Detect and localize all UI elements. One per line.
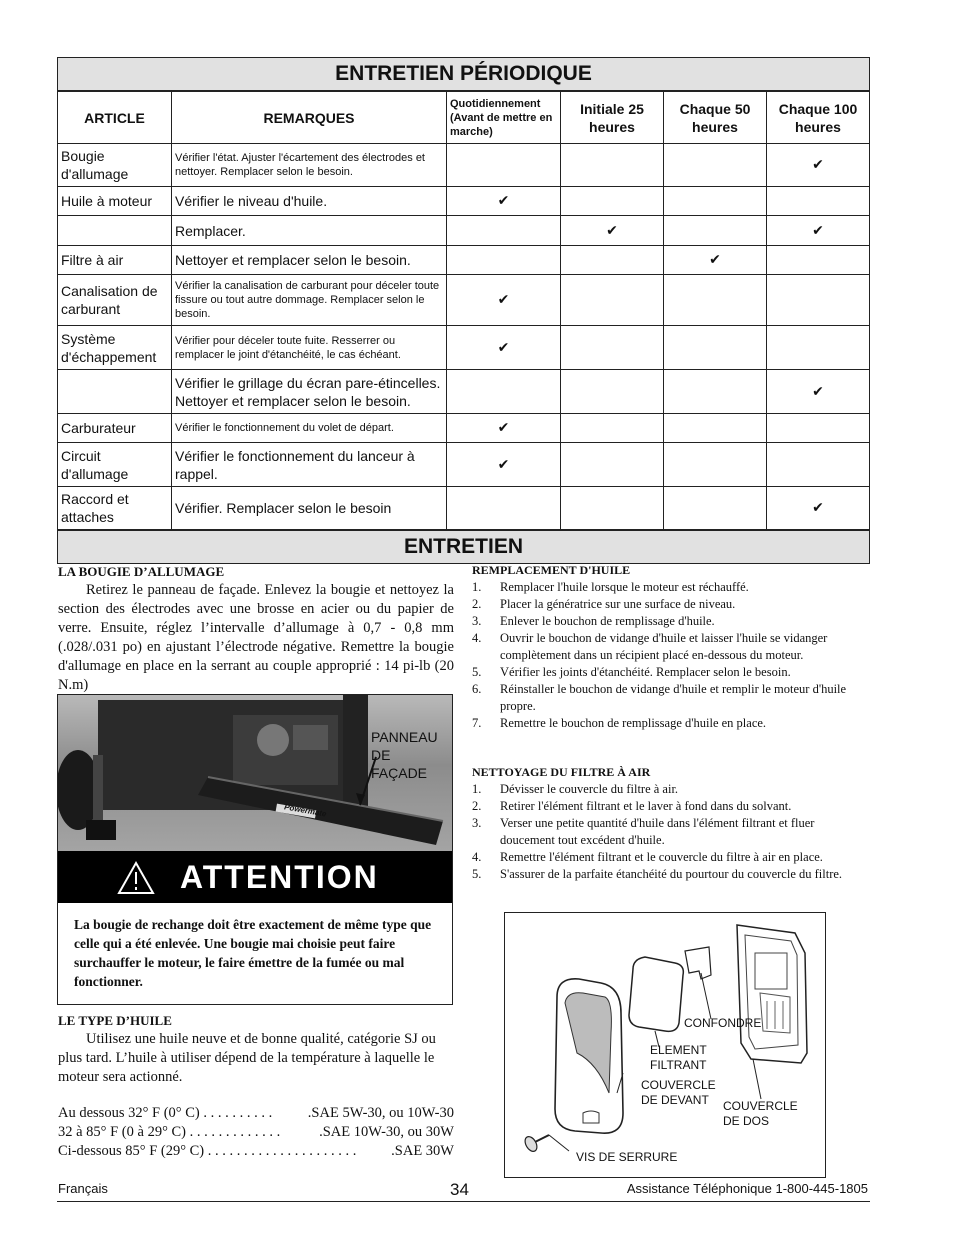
step-text: S'assurer de la parfaite étanchéité du pourtour du couvercle du filtre. <box>500 867 843 881</box>
step-number: 7. <box>472 716 482 730</box>
row-remarque: Vérifier l'état. Ajuster l'écartement des électrodes et nettoyer. Remplacer selon le besoin. <box>172 144 447 187</box>
remplacement-heading: REMPLACEMENT D'HUILE <box>472 563 631 577</box>
oil-table <box>58 1104 454 1161</box>
step-number: 5. <box>472 665 482 679</box>
step-number: 1. <box>472 782 482 796</box>
list-item <box>472 781 867 798</box>
photo-brand: Powermate <box>283 802 328 819</box>
header-article: ARTICLE <box>58 92 172 144</box>
cell-chaque100 <box>767 443 870 487</box>
oil-row <box>58 1104 454 1123</box>
step-number: 2. <box>472 799 482 813</box>
row-article: Filtre à air <box>58 246 172 275</box>
filtre-heading: NETTOYAGE DU FILTRE À AIR <box>472 765 651 779</box>
table-header-row <box>58 92 870 144</box>
row-remarque: Vérifier. Remplacer selon le besoin <box>172 487 447 530</box>
cell-quotidien <box>447 216 561 246</box>
cell-chaque50 <box>664 187 767 216</box>
cell-chaque50 <box>664 443 767 487</box>
list-item <box>472 613 867 630</box>
cell-chaque100 <box>767 414 870 443</box>
remplacement-steps <box>472 579 867 732</box>
list-item <box>472 798 867 815</box>
cell-quotidien <box>447 246 561 275</box>
list-item <box>472 849 867 866</box>
oil-grade: .SAE 10W-30, ou 30W <box>319 1124 454 1140</box>
cell-chaque50 <box>664 216 767 246</box>
label-couvercle-dos: COUVERCLE DE DOS <box>723 1099 798 1128</box>
bougie-text: Retirez le panneau de façade. Enlevez la bougie et nettoyez la section des électrodes avec une brosse en acier ou du papier de verre. Ensuite, réglez l’intervalle d’allumage à 0,7 - 0,8 mm (.028/.031 po) en ajustant l’électrode négative. Remettre la bougie d'allumage en place en la serrant au couple approprié : 14 pi-lb (20 N.m) <box>58 582 454 693</box>
entretien-title-bar <box>57 530 870 564</box>
header-chaque100: Chaque 100 heures <box>767 92 870 144</box>
row-remarque: Vérifier le grillage du écran pare-étincelles. Nettoyer et remplacer selon le besoin. <box>172 370 447 414</box>
step-text: Vérifier les joints d'étanchéité. Remplacer selon le besoin. <box>500 665 791 679</box>
table-row <box>58 216 870 246</box>
footer-assistance: Assistance Téléphonique 1-800-445-1805 <box>626 1181 868 1196</box>
step-number: 5. <box>472 867 482 881</box>
step-number: 2. <box>472 597 482 611</box>
row-article: Bougie d'allumage <box>58 144 172 187</box>
label-vis-serrure: VIS DE SERRURE <box>576 1150 678 1164</box>
header-quotidien: Quotidiennement (Avant de mettre en marche) <box>447 92 561 144</box>
check-mark: ✔ <box>767 144 870 187</box>
step-text: Dévisser le couvercle du filtre à air. <box>500 782 679 796</box>
list-item <box>472 681 867 715</box>
cell-quotidien <box>447 487 561 530</box>
cell-chaque100 <box>767 187 870 216</box>
header-chaque50: Chaque 50 heures <box>664 92 767 144</box>
filtre-steps <box>472 781 867 883</box>
cell-quotidien <box>447 144 561 187</box>
row-article: Système d'échappement <box>58 326 172 370</box>
step-text: Ouvrir le bouchon de vidange d'huile et laisser l'huile se vidanger complètement dans un récipient placé en-dessous du moteur. <box>500 631 828 662</box>
table-row <box>58 370 870 414</box>
row-remarque: Vérifier le fonctionnement du volet de départ. <box>172 414 447 443</box>
step-number: 4. <box>472 631 482 645</box>
cell-initiale <box>561 187 664 216</box>
cell-initiale <box>561 246 664 275</box>
row-remarque: Vérifier le fonctionnement du lanceur à rappel. <box>172 443 447 487</box>
list-item <box>472 596 867 613</box>
cell-chaque100 <box>767 326 870 370</box>
check-mark: ✔ <box>447 414 561 443</box>
step-number: 3. <box>472 816 482 830</box>
oil-row <box>58 1123 454 1142</box>
cell-chaque50 <box>664 326 767 370</box>
cell-initiale <box>561 414 664 443</box>
periodic-title: ENTRETIEN PÉRIODIQUE <box>335 62 592 85</box>
cell-chaque100 <box>767 246 870 275</box>
step-text: Placer la génératrice sur une surface de niveau. <box>500 597 736 611</box>
table-row <box>58 326 870 370</box>
cell-initiale <box>561 487 664 530</box>
oil-temp: 32 à 85° F (0 à 29° C) . . . . . . . . . . . . . <box>58 1124 281 1140</box>
periodic-title-bar <box>57 57 870 91</box>
table-row <box>58 275 870 326</box>
oil-temp: Ci-dessous 85° F (29° C) . . . . . . . . . . . . . . . . . . . . . <box>58 1143 357 1159</box>
attention-box <box>57 694 453 1005</box>
photo-label: PANNEAU DE FAÇADE <box>371 729 438 781</box>
cell-initiale <box>561 326 664 370</box>
table-row <box>58 443 870 487</box>
air-filter-diagram <box>504 912 826 1178</box>
list-item <box>472 579 867 596</box>
entretien-title: ENTRETIEN <box>403 535 523 558</box>
list-item <box>472 715 867 732</box>
oil-grade: .SAE 5W-30, ou 10W-30 <box>307 1105 454 1121</box>
footer-language: Français <box>58 1181 108 1196</box>
warning-triangle-icon <box>116 860 156 896</box>
step-text: Remettre l'élément filtrant et le couvercle du filtre à air en place. <box>500 850 823 864</box>
check-mark: ✔ <box>767 487 870 530</box>
row-article <box>58 216 172 246</box>
step-text: Verser une petite quantité d'huile dans l'élément filtrant et fluer doucement tout excédent d'huile. <box>500 816 815 847</box>
cell-chaque50 <box>664 275 767 326</box>
check-mark: ✔ <box>561 216 664 246</box>
cell-initiale <box>561 443 664 487</box>
check-mark: ✔ <box>447 275 561 326</box>
check-mark: ✔ <box>767 370 870 414</box>
label-confondre: CONFONDRE <box>684 1016 762 1030</box>
list-item <box>472 630 867 664</box>
cell-initiale <box>561 144 664 187</box>
bougie-heading: LA BOUGIE D’ALLUMAGE <box>58 564 225 579</box>
oil-temp: Au dessous 32° F (0° C) . . . . . . . . . . <box>58 1105 273 1121</box>
table-row <box>58 144 870 187</box>
cell-chaque100 <box>767 275 870 326</box>
row-article: Canalisation de carburant <box>58 275 172 326</box>
row-article <box>58 370 172 414</box>
row-article: Huile à moteur <box>58 187 172 216</box>
row-article: Raccord et attaches <box>58 487 172 530</box>
table-row <box>58 414 870 443</box>
generator-photo <box>58 695 452 851</box>
page-number: 34 <box>450 1180 469 1199</box>
row-remarque: Vérifier la canalisation de carburant pour déceler toute fissure ou tout autre dommage. Remplacer selon le besoin. <box>172 275 447 326</box>
list-item <box>472 815 867 849</box>
check-mark: ✔ <box>447 187 561 216</box>
label-element-filtrant: ELEMENT FILTRANT <box>650 1043 707 1072</box>
step-text: Retirer l'élément filtrant et le laver à fond dans du solvant. <box>500 799 792 813</box>
cell-chaque50 <box>664 370 767 414</box>
step-text: Remplacer l'huile lorsque le moteur est réchauffé. <box>500 580 749 594</box>
row-article: Carburateur <box>58 414 172 443</box>
footer-rule <box>57 1201 870 1202</box>
check-mark: ✔ <box>767 216 870 246</box>
table-row <box>58 246 870 275</box>
huile-text: Utilisez une huile neuve et de bonne qualité, catégorie SJ ou plus tard. L’huile à utiliser dépend de la température à laquelle le moteur sera actionné. <box>58 1031 436 1085</box>
label-couvercle-devant: COUVERCLE DE DEVANT <box>641 1078 716 1107</box>
step-text: Réinstaller le bouchon de vidange d'huile et remplir le moteur d'huile propre. <box>500 682 847 713</box>
oil-row <box>58 1142 454 1161</box>
header-initiale: Initiale 25 heures <box>561 92 664 144</box>
row-remarque: Nettoyer et remplacer selon le besoin. <box>172 246 447 275</box>
attention-text: La bougie de rechange doit être exactement de même type que celle qui a été enlevée. Une bougie mai choisie peut faire surchauffer le moteur, le faire émettre de la fumée ou mal fonctionner. <box>74 917 432 989</box>
step-number: 6. <box>472 682 482 696</box>
cell-chaque50 <box>664 487 767 530</box>
huile-heading: LE TYPE D’HUILE <box>58 1013 172 1028</box>
table-row <box>58 487 870 530</box>
cell-initiale <box>561 275 664 326</box>
list-item <box>472 664 867 681</box>
maintenance-table <box>57 91 870 530</box>
row-remarque: Remplacer. <box>172 216 447 246</box>
header-remarques: REMARQUES <box>172 92 447 144</box>
row-article: Circuit d'allumage <box>58 443 172 487</box>
step-text: Enlever le bouchon de remplissage d'huile. <box>500 614 715 628</box>
table-row <box>58 187 870 216</box>
cell-initiale <box>561 370 664 414</box>
cell-quotidien <box>447 370 561 414</box>
step-number: 4. <box>472 850 482 864</box>
check-mark: ✔ <box>664 246 767 275</box>
oil-grade: .SAE 30W <box>391 1143 454 1159</box>
check-mark: ✔ <box>447 326 561 370</box>
check-mark: ✔ <box>447 443 561 487</box>
list-item <box>472 866 867 883</box>
row-remarque: Vérifier pour déceler toute fuite. Resserrer ou remplacer le joint d'étanchéité, le cas échéant. <box>172 326 447 370</box>
step-number: 1. <box>472 580 482 594</box>
step-text: Remettre le bouchon de remplissage d'huile en place. <box>500 716 767 730</box>
cell-chaque50 <box>664 144 767 187</box>
row-remarque: Vérifier le niveau d'huile. <box>172 187 447 216</box>
attention-banner <box>58 851 452 903</box>
step-number: 3. <box>472 614 482 628</box>
cell-chaque50 <box>664 414 767 443</box>
attention-title: ATTENTION <box>180 859 379 895</box>
